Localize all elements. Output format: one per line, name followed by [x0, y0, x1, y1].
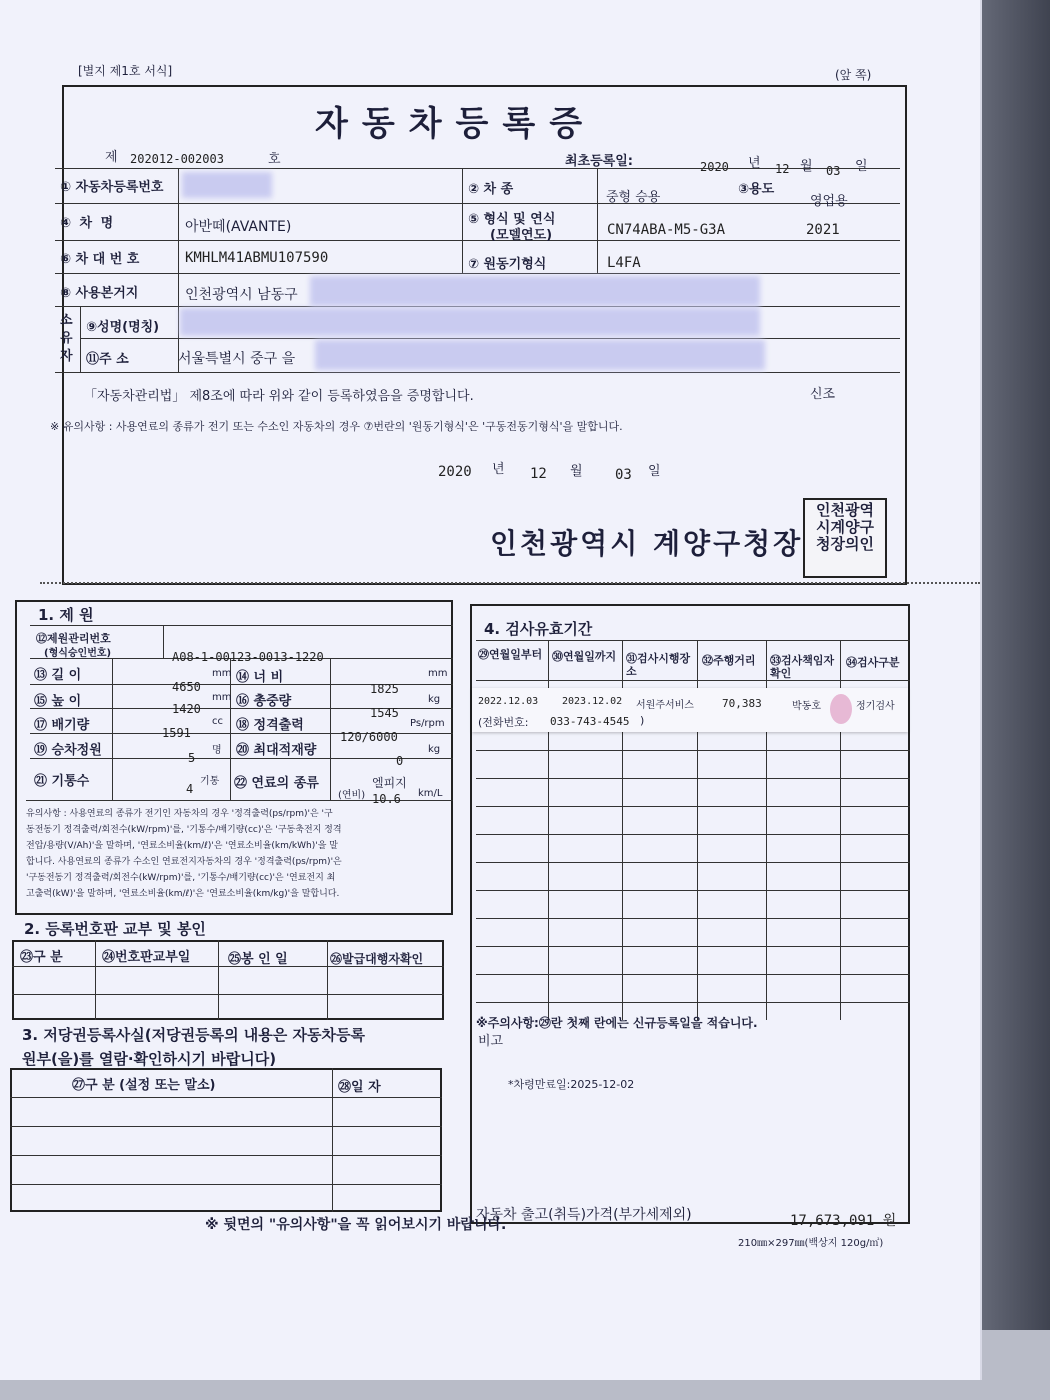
grid-line [476, 750, 910, 751]
grid-line [476, 834, 910, 835]
cylinders-value: 4 [186, 782, 194, 796]
grid-line [12, 994, 444, 995]
inspection-phone-label: (전화번호: [478, 716, 529, 729]
grid-line [476, 946, 910, 947]
inspection-sticker [472, 688, 908, 732]
engine-label: ⑦ 원동기형식 [468, 257, 547, 272]
unit-mm: mm [212, 692, 232, 703]
model-label-2: (모델연도) [490, 228, 553, 243]
spec-notice-line: 고출력(kW)'을 말하며, '연료소비율(km/ℓ)'은 '연료소비율(km/kg)'을 말합니다. [26, 889, 340, 899]
length-label: ⑬ 길 이 [34, 668, 82, 683]
redacted-owner-address [315, 340, 765, 370]
grid-line [476, 862, 910, 863]
day-char: 일 [855, 159, 868, 174]
unit-psrpm: Ps/rpm [410, 718, 445, 729]
grid-line [55, 203, 900, 204]
car-type-value: 중형 승용 [606, 190, 661, 205]
inspection-type-value: 정기검사 [856, 701, 895, 712]
page-side: (앞 쪽) [835, 68, 872, 82]
location-label: ⑧ 사용본거지 [60, 286, 139, 301]
month-char: 월 [570, 464, 583, 479]
grid-line [10, 1097, 442, 1098]
grid-line [30, 758, 453, 759]
unit-cc: cc [212, 716, 223, 727]
width-label: ⑭ 너 비 [236, 670, 284, 685]
redacted-location [310, 276, 760, 306]
page-title: 자동차등록증 [315, 104, 597, 144]
plate-col-issue-date: ㉔번호판교부일 [102, 950, 191, 965]
redacted-owner-name [180, 308, 760, 336]
redacted-car-number [182, 172, 272, 198]
plate-title: 2. 등록번호판 교부 및 봉인 [24, 920, 206, 938]
inspection-col-type: ㉞검사구분 [846, 656, 900, 669]
displacement-value: 1591 [162, 726, 191, 740]
fuel-label: ㉒ 연료의 종류 [234, 776, 319, 791]
location-value: 인천광역시 남동구 [185, 287, 298, 303]
reg-no-value: 202012-002003 [130, 152, 224, 166]
owner-address-label: ⑪주 소 [86, 352, 129, 367]
unit-mm: mm [212, 668, 232, 679]
grid-line [218, 940, 219, 1020]
grid-line [55, 240, 900, 241]
grid-line [327, 940, 328, 1020]
power-value: 120/6000 [340, 730, 398, 744]
inspection-place-value: 서원주서비스 [636, 700, 694, 711]
seats-value: 5 [188, 751, 196, 765]
use-value: 영업용 [810, 194, 848, 209]
approval-label: ⑫제원관리번호 [36, 632, 111, 645]
grid-line [10, 1184, 442, 1185]
year-char: 년 [748, 156, 761, 171]
month-char: 월 [800, 159, 813, 174]
issue-year: 2020 [438, 464, 472, 480]
car-type-label: ② 차 종 [468, 182, 514, 197]
fuel-value: 엘피지 [372, 776, 407, 790]
unit-kg: kg [428, 744, 441, 755]
inspection-col-from: ㉙연월일부터 [478, 648, 543, 661]
year-char: 년 [492, 462, 505, 477]
first-reg-day: 03 [826, 164, 841, 178]
inspection-phone: 033-743-4545 [550, 715, 630, 728]
paper-spec: 210㎜×297㎜(백상지 120g/㎡) [738, 1238, 884, 1249]
approval-value: A08-1-00123-0013-1220 [172, 650, 324, 664]
grid-line [476, 778, 910, 779]
power-label: ⑱ 정격출력 [236, 718, 304, 733]
car-name-value: 아반떼(AVANTE) [185, 219, 292, 235]
grid-line [55, 372, 900, 373]
grid-line [476, 890, 910, 891]
issuer-name: 인천광역시 계양구청장 [490, 527, 804, 560]
owner-name-label: ⑨성명(명칭) [86, 320, 160, 335]
unit-mm: mm [428, 668, 448, 679]
efficiency-unit: km/L [418, 788, 443, 799]
efficiency-label: (연비) [338, 790, 366, 801]
spec-notice-line: '구동전동기 정격출력/회전수(kW/rpm)'를, '기통수/배기량(cc)'은 '연료전지 최 [26, 873, 336, 883]
spec-notice [26, 806, 451, 902]
grid-line [476, 974, 910, 975]
cylinders-label: ㉑ 기통수 [34, 774, 90, 789]
car-number-label: ① 자동차등록번호 [60, 180, 164, 195]
grid-line [55, 168, 900, 169]
day-char: 일 [648, 464, 661, 479]
weight-value: 1545 [370, 706, 399, 720]
unit-kg: kg [428, 694, 441, 705]
car-name-label: ④ 차 명 [60, 216, 116, 231]
grid-line [55, 306, 900, 307]
unit-cylinders: 기통 [200, 776, 220, 787]
back-notice: ※ 뒷면의 "유의사항"을 꼭 읽어보시기 바랍니다. [205, 1217, 507, 1233]
load-label: ⑳ 최대적재량 [236, 743, 317, 758]
grid-line [330, 658, 331, 800]
grid-line [10, 1126, 442, 1127]
separator [40, 582, 980, 584]
inspection-col-place: ㉛검사시행장소 [626, 652, 691, 678]
form-number: [별지 제1호 서식] [78, 64, 173, 78]
remarks-label: 비고 [478, 1034, 504, 1049]
issue-day: 03 [615, 467, 632, 483]
height-value: 1420 [172, 702, 201, 716]
inspection-col-to: ㉚연월일까지 [552, 650, 617, 663]
height-label: ⑮ 높 이 [34, 694, 82, 709]
inspection-inspector-value: 박동호 [792, 701, 821, 712]
weight-label: ⑯ 총중량 [236, 694, 292, 709]
price-label: 자동차 출고(취득)가격(부가세제외) [476, 1207, 692, 1223]
first-reg-year: 2020 [700, 160, 729, 174]
grid-line [476, 918, 910, 919]
grid-line [80, 306, 81, 372]
mortgage-title: 3. 저당권등록사실(저당권등록의 내용은 자동차등록 [22, 1026, 365, 1044]
inspection-col-inspector: ㉝검사책임자확인 [770, 654, 835, 680]
remarks-value: *차령만료일:2025-12-02 [508, 1078, 635, 1091]
grid-line [476, 680, 910, 681]
official-seal [803, 498, 887, 578]
price-value: 17,673,091 원 [790, 1213, 897, 1229]
width-value: 1825 [370, 682, 399, 696]
vin-value: KMHLM41ABMU107590 [185, 250, 329, 266]
engine-value: L4FA [607, 255, 641, 271]
grid-line [95, 940, 96, 1020]
seats-label: ⑲ 승차정원 [34, 743, 102, 758]
plate-col-seal-date: ㉕봉 인 일 [228, 952, 288, 967]
spec-notice-line: 동전동기 정격출력/회전수(kW/rpm)'를, '기통수/배기량(cc)'은 '구동축전지 정격 [26, 825, 342, 835]
grid-line [10, 1155, 442, 1156]
grid-line [178, 168, 179, 372]
issue-month: 12 [530, 466, 547, 482]
grid-line [476, 1002, 910, 1003]
spec-title: 1. 제 원 [38, 606, 94, 624]
inspector-seal [830, 694, 852, 724]
owner-side-label: 소유자 [60, 313, 73, 364]
inspection-col-mileage: ㉜주행거리 [702, 654, 756, 667]
official-seal-text: 인천광역시계양구청장의인 [816, 501, 874, 553]
engine-notice: ※ 유의사항 : 사용연료의 종류가 전기 또는 수소인 자동차의 경우 ⑦번란의 '원동기형식'은 '구동전동기형식'을 말합니다. [50, 420, 623, 433]
inspection-title: 4. 검사유효기간 [484, 620, 593, 638]
grid-line [112, 658, 113, 800]
approval-label-2: (형식승인번호) [44, 648, 112, 659]
grid-line [80, 338, 900, 339]
model-value: CN74ABA-M5-G3A [607, 222, 726, 238]
reg-no-prefix: 제 [105, 150, 118, 165]
certify-text: 「자동차관리법」 제8조에 따라 위와 같이 등록하였음을 증명합니다. [84, 389, 474, 404]
first-reg-month: 12 [775, 162, 790, 176]
grid-line [332, 1068, 333, 1212]
mortgage-col-date: ㉘일 자 [338, 1080, 381, 1095]
vin-label: ⑥ 차 대 번 호 [60, 252, 140, 267]
use-label: ③용도 [738, 182, 775, 197]
grid-line [55, 273, 900, 274]
grid-line [476, 640, 910, 641]
owner-address-value: 서울특별시 중구 을 [178, 351, 296, 367]
load-value: 0 [396, 754, 404, 768]
inspection-to-value: 2023.12.02 [562, 696, 623, 707]
grid-line [163, 625, 164, 658]
grid-line [462, 168, 463, 274]
registration-type: 신조 [810, 387, 836, 402]
unit-seats: 명 [212, 745, 222, 756]
spec-notice-line: 합니다. 사용연료의 종류가 수소인 연료전지자동차의 경우 '정격출력(ps/rpm)'은 [26, 857, 342, 867]
mortgage-col-category: ㉗구 분 (설정 또는 말소) [72, 1078, 216, 1093]
model-year: 2021 [806, 222, 840, 238]
length-value: 4650 [172, 680, 201, 694]
inspection-notice: ※주의사항:㉙란 첫째 란에는 신규등록일을 적습니다. [476, 1016, 758, 1030]
reg-no-suffix: 호 [268, 152, 281, 167]
spec-notice-line: 유의사항 : 사용연료의 종류가 전기인 자동차의 경우 '정격출력(ps/rpm)'은 '구 [26, 809, 333, 819]
plate-col-category: ㉓구 분 [20, 950, 63, 965]
first-reg-label: 최초등록일: [565, 154, 633, 169]
displacement-label: ⑰ 배기량 [34, 718, 90, 733]
plate-col-agent: ㉖발급대행자확인 [330, 952, 424, 966]
grid-line [230, 658, 231, 800]
model-label: ⑤ 형식 및 연식 [468, 212, 556, 227]
grid-line [476, 806, 910, 807]
grid-line [597, 168, 598, 274]
spec-notice-line: 전압/용량(V/Ah)'을 말하며, '연료소비율(km/ℓ)'은 '연료소비율(km/kWh)'을 말 [26, 841, 338, 851]
efficiency-value: 10.6 [372, 792, 401, 806]
mortgage-title-2: 원부(을)를 열람·확인하시기 바랍니다) [22, 1050, 277, 1068]
inspection-phone-end: ) [640, 714, 645, 727]
inspection-mileage-value: 70,383 [722, 697, 762, 710]
grid-line [30, 625, 453, 626]
inspection-from-value: 2022.12.03 [478, 696, 539, 707]
